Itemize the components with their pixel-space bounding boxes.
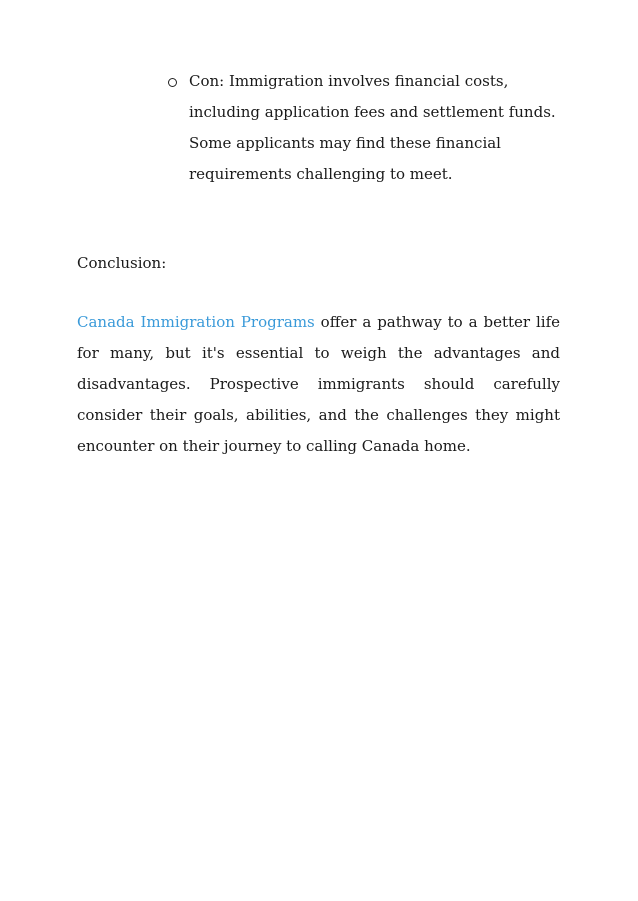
bullet-item-text: Con: Immigration involves financial costs, including application fees and settlement funds. Some applicants may find these financial requirements challenging to meet. xyxy=(189,72,556,183)
canada-immigration-programs-link[interactable]: Canada Immigration Programs xyxy=(77,313,315,331)
conclusion-body-text: offer a pathway to a better life for many, but it's essential to weigh the advantages and disadvantages. Prospective immigrants should carefully consider their goals, abilities, and the challenges they might encounter on their journey to calling Canada home. xyxy=(77,313,560,455)
conclusion-heading: Conclusion: xyxy=(77,254,167,272)
conclusion-paragraph xyxy=(77,307,560,462)
hollow-circle-bullet-icon xyxy=(168,78,177,87)
